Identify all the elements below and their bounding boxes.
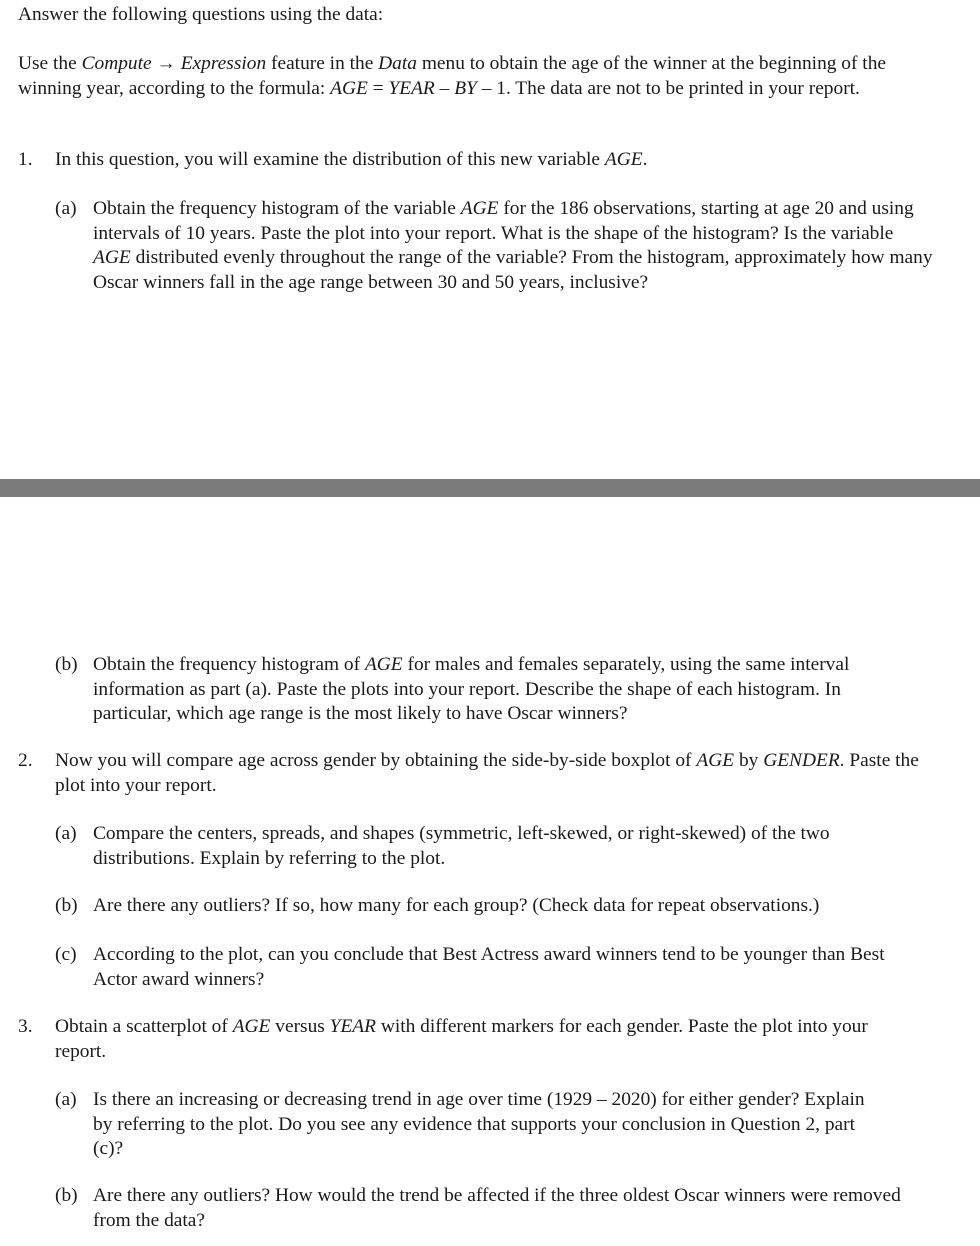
question-text: In this question, you will examine the distribution of this new variable AGE. bbox=[55, 149, 648, 170]
subquestion-text: Obtain the frequency histogram of the variable AGE for the 186 observations, starting at age 20 and using intervals of 10 years. Paste the plot into your report. What is the shape of the histogram? Is the variable AGE distributed evenly throughout the range of the variable? From the histogram, approximately how many Oscar winners fall in the age range between 30 and 50 years, inclusive? bbox=[93, 198, 933, 293]
subquestion-text: Are there any outliers? How would the trend be affected if the three oldest Oscar winners were removed from the data? bbox=[93, 1185, 901, 1231]
subquestion-text: According to the plot, can you conclude that Best Actress award winners tend to be younger than Best Actor award winners? bbox=[93, 944, 885, 990]
subquestion-label: (a) bbox=[55, 823, 77, 844]
menu-compute: Compute bbox=[81, 53, 152, 74]
question-number: 2. bbox=[18, 750, 33, 771]
subquestion-text: Are there any outliers? If so, how many for each group? (Check data for repeat observations.) bbox=[93, 895, 820, 916]
subquestion-label: (b) bbox=[55, 895, 78, 916]
arrow-icon: → bbox=[156, 53, 176, 74]
subquestion-text: Obtain the frequency histogram of AGE for males and females separately, using the same interval information as part (a). Paste the plots into your report. Describe the shape of each histogram. In particular, which age range is the most likely to have Oscar winners? bbox=[93, 654, 850, 724]
subquestion-label: (a) bbox=[55, 1089, 77, 1110]
subquestion-label: (a) bbox=[55, 198, 77, 219]
intro-paragraph: Use the Compute → Expression feature in the Data menu to obtain the age of the winner at the beginning of the winning year, according to the formula: AGE = YEAR – BY – 1. The data are not to be printed in your report. bbox=[18, 53, 886, 99]
menu-expression: Expression bbox=[180, 53, 267, 74]
page-divider bbox=[0, 479, 980, 497]
subquestion-text: Is there an increasing or decreasing trend in age over time (1929 – 2020) for either gender? Explain by referring to the plot. Do you see any evidence that supports your conclusion in Question 2, part (c)? bbox=[93, 1089, 865, 1159]
question-text: Now you will compare age across gender by obtaining the side-by-side boxplot of AGE by GENDER. Paste the plot into your report. bbox=[55, 750, 919, 796]
menu-data: Data bbox=[378, 53, 417, 74]
page-title: Answer the following questions using the data: bbox=[18, 4, 384, 25]
subquestion-label: (b) bbox=[55, 654, 78, 675]
subquestion-text: Compare the centers, spreads, and shapes (symmetric, left-skewed, or right-skewed) of the two distributions. Explain by referring to the plot. bbox=[93, 823, 830, 869]
question-number: 1. bbox=[18, 149, 33, 170]
question-number: 3. bbox=[18, 1016, 33, 1037]
subquestion-label: (b) bbox=[55, 1185, 78, 1206]
question-text: Obtain a scatterplot of AGE versus YEAR with different markers for each gender. Paste the plot into your report. bbox=[55, 1016, 868, 1062]
subquestion-label: (c) bbox=[55, 944, 77, 965]
